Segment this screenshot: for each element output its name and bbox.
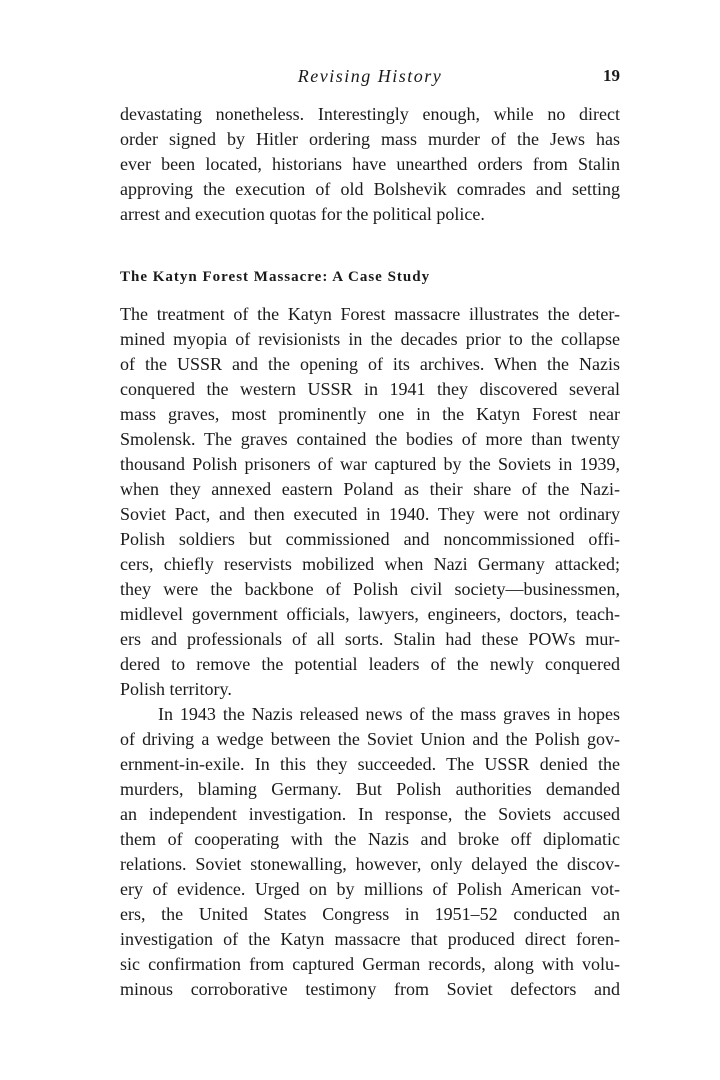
text-line: Polish soldiers but commissioned and noncommissioned offi- <box>120 529 620 549</box>
text-line: mass graves, most prominently one in the Katyn Forest near <box>120 404 620 424</box>
text-line: Smolensk. The graves contained the bodies of more than twenty <box>120 429 620 449</box>
paragraph-1943-investigation <box>120 702 620 1002</box>
text-line: In 1943 the Nazis released news of the mass graves in hopes <box>158 704 620 724</box>
text-line: relations. Soviet stonewalling, however, only delayed the discov- <box>120 854 620 874</box>
paragraph-continuation <box>120 102 620 227</box>
running-title: Revising History <box>297 66 443 86</box>
text-line: an independent investigation. In response, the Soviets accused <box>120 804 620 824</box>
text-line: ery of evidence. Urged on by millions of Polish American vot- <box>120 879 620 899</box>
text-line: ernment-in-exile. In this they succeeded. The USSR denied the <box>120 754 620 774</box>
section-heading: The Katyn Forest Massacre: A Case Study <box>120 269 431 285</box>
text-line: Polish territory. <box>120 679 232 699</box>
text-line: ers and professionals of all sorts. Stalin had these POWs mur- <box>120 629 620 649</box>
text-line: midlevel government officials, lawyers, engineers, doctors, teach- <box>120 604 620 624</box>
text-line: sic confirmation from captured German records, along with volu- <box>120 954 620 974</box>
text-line: conquered the western USSR in 1941 they discovered several <box>120 379 620 399</box>
text-line: devastating nonetheless. Interestingly enough, while no direct <box>120 104 620 124</box>
paragraph-katyn-intro <box>120 302 620 702</box>
text-line: them of cooperating with the Nazis and broke off diplomatic <box>120 829 620 849</box>
text-line: The treatment of the Katyn Forest massacre illustrates the deter- <box>120 304 620 324</box>
text-line: murders, blaming Germany. But Polish authorities demanded <box>120 779 620 799</box>
text-line: cers, chiefly reservists mobilized when Nazi Germany attacked; <box>120 554 620 574</box>
text-line: they were the backbone of Polish civil society—businessmen, <box>120 579 620 599</box>
text-line: of driving a wedge between the Soviet Union and the Polish gov- <box>120 729 620 749</box>
text-line: order signed by Hitler ordering mass murder of the Jews has <box>120 129 620 149</box>
text-line: approving the execution of old Bolshevik comrades and setting <box>120 179 620 199</box>
text-line: Soviet Pact, and then executed in 1940. They were not ordinary <box>120 504 620 524</box>
text-line: when they annexed eastern Poland as their share of the Nazi- <box>120 479 620 499</box>
text-line: thousand Polish prisoners of war captured by the Soviets in 1939, <box>120 454 620 474</box>
text-line: minous corroborative testimony from Soviet defectors and <box>120 979 620 999</box>
page-number: 19 <box>603 66 620 85</box>
text-line: ers, the United States Congress in 1951–52 conducted an <box>120 904 620 924</box>
text-line: mined myopia of revisionists in the decades prior to the collapse <box>120 329 620 349</box>
text-line: of the USSR and the opening of its archives. When the Nazis <box>120 354 620 374</box>
text-line: ever been located, historians have unearthed orders from Stalin <box>120 154 620 174</box>
text-line: investigation of the Katyn massacre that produced direct foren- <box>120 929 620 949</box>
text-line: dered to remove the potential leaders of the newly conquered <box>120 654 620 674</box>
text-line: arrest and execution quotas for the political police. <box>120 204 485 224</box>
running-head <box>120 64 620 88</box>
